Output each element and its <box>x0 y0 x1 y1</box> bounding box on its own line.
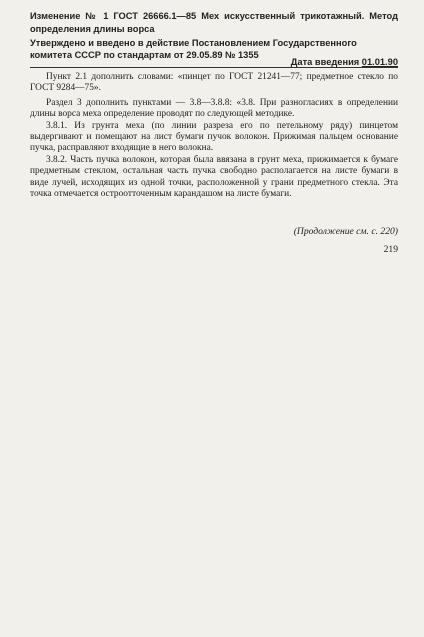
approval-statement: Утверждено и введено в действие Постановлением Государственного комитета СССР по стандартам от 29.05.89 № 1355 <box>30 38 357 60</box>
header-divider <box>30 67 398 68</box>
paragraph-clause-2-1: Пункт 2.1 дополнить словами: «пинцет по ГОСТ 21241—77; предметное стекло по ГОСТ 9284—75». <box>30 72 398 94</box>
page-number: 219 <box>383 244 398 255</box>
amendment-title: Изменение № 1 ГОСТ 26666.1—85 Мех искусственный трикотажный. Метод определения длины ворса <box>30 11 398 34</box>
continuation-note: (Продолжение см. с. 220) <box>293 226 398 237</box>
paragraph-3-8-1: 3.8.1. Из грунта меха (по линии разреза его по петельному ряду) пинцетом выдергивают и помещают на лист бумаги пучок волокон. Прижимая пальцем основание пучка, расправляют входящие в него волокна. <box>30 120 398 154</box>
paragraph-3-8-2: 3.8.2. Часть пучка волокон, которая была ввязана в грунт меха, прижимается к бумаге предметным стеклом, остальная часть пучка свободно располагается на листе бумаги в виде лучей, исходящих из одной точки, расположенной у грани предметного стекла. Эта точка отмечается остроотточенным карандашом на листе бумаги. <box>30 154 398 200</box>
effective-date-label: Дата введения <box>290 57 360 67</box>
amendment-body <box>30 72 398 200</box>
paragraph-section-3: Раздел 3 дополнить пунктами — 3.8—3.8.8: «3.8. При разногласиях в определении длины ворса меха определение проводят по следующей методике. <box>30 97 398 120</box>
effective-date-value: 01.01.90 <box>361 57 398 67</box>
